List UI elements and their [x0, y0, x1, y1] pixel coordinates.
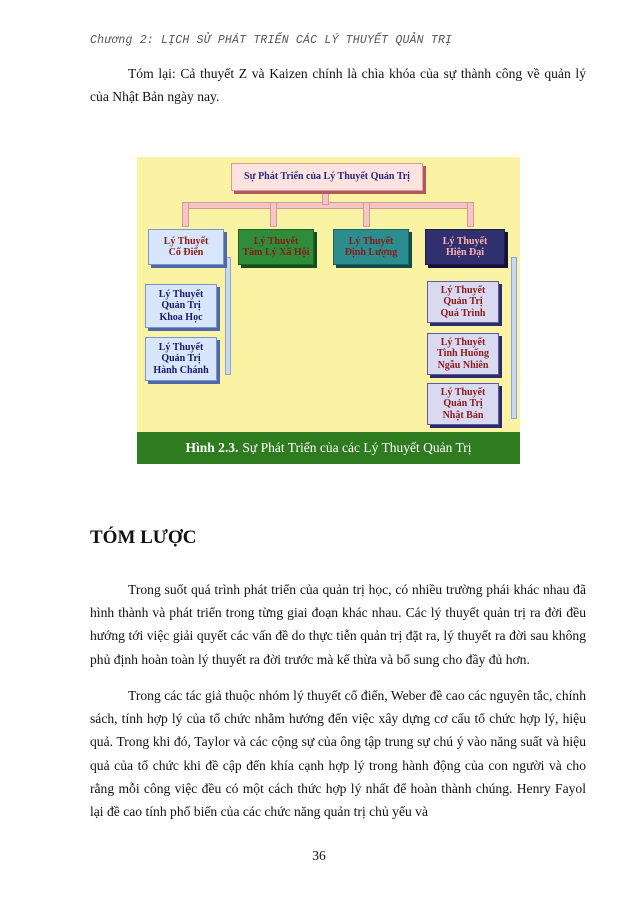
node-line: Quản Trị [161, 300, 201, 312]
node-line: Tâm Lý Xã Hội [242, 247, 310, 258]
node-line: Lý Thuyết [163, 235, 209, 247]
root-label: Sự Phát Triển của Lý Thuyết Quản Trị [244, 171, 410, 183]
node-modern-theory [425, 229, 505, 265]
intro-paragraph: Tóm lại: Cả thuyết Z và Kaizen chính là chìa khóa của sự thành công về quản lý của Nhật Bản ngày nay. [90, 66, 586, 105]
node-classical-theory [148, 229, 224, 265]
node-line: Lý Thuyết [442, 235, 488, 247]
node-japanese-management [427, 383, 499, 425]
node-line: Lý Thuyết [348, 235, 394, 247]
node-line: Ngẫu Nhiên [437, 359, 489, 371]
node-line: Quá Trình [440, 307, 486, 319]
node-line: Quản Trị [161, 353, 201, 365]
node-line: Định Lượng [344, 247, 398, 258]
node-line: Lý Thuyết [253, 235, 299, 247]
summary-paragraph-2: Trong các tác giả thuộc nhóm lý thuyết cổ điển, Weber đề cao các nguyên tắc, chính sách, tính hợp lý của tổ chức nhằm hướng đến việc xây dựng cơ cấu tổ chức hợp lý, hiệu quả. Trong khi đó, Taylor và các cộng sự của ông tập trung sự chú ý vào năng suất và hiệu quả của tổ chức khi đề cập đến khía cạnh hợp lý trong hành động của con người và cho rằng mỗi công việc đều có một cách thức hợp lý nhất để hoàn thành chúng. Henry Fayol lại đề cao tính phổ biến của các chức năng quản trị chủ yếu và [90, 688, 586, 820]
node-scientific-management [145, 284, 217, 328]
node-line: Quản Trị [443, 398, 483, 410]
connector-right-rail [511, 257, 517, 419]
node-line: Lý Thuyết [440, 386, 486, 398]
diagram-root-node [231, 163, 423, 191]
section-title: TÓM LƯỢC [90, 527, 197, 548]
node-line: Quản Trị [443, 296, 483, 308]
node-line: Khoa Học [159, 311, 203, 323]
connector-col4 [467, 202, 474, 227]
node-line: Lý Thuyết [440, 336, 486, 348]
figure-caption [137, 432, 520, 464]
node-line: Hành Chánh [153, 364, 209, 376]
node-administrative-management [145, 337, 217, 381]
node-line: Cổ Điển [168, 247, 204, 258]
chapter-header: Chương 2: LỊCH SỬ PHÁT TRIỂN CÁC LÝ THUYẾT QUẢN TRỊ [90, 34, 453, 47]
page-number: 36 [312, 848, 326, 863]
node-process-management [427, 281, 499, 323]
node-line: Lý Thuyết [440, 284, 486, 296]
node-line: Lý Thuyết [158, 341, 204, 353]
summary-paragraph-1: Trong suốt quá trình phát triển của quản trị học, có nhiều trường phái khác nhau đã hình thành và phát triển trong từng giai đoạn khác nhau. Các lý thuyết quản trị ra đời đều hướng tới việc giải quyết các vấn đề do thực tiễn quản trị đặt ra, lý thuyết ra đời sau không phủ định hoàn toàn lý thuyết ra đời trước mà kế thừa và bổ sung cho đầy đủ hơn. [90, 582, 586, 667]
node-line: Hiện Đại [445, 247, 485, 258]
node-contingency-theory [427, 333, 499, 375]
caption-text: Sự Phát Triển của các Lý Thuyết Quản Trị [242, 440, 472, 455]
connector-col2 [270, 202, 277, 227]
node-line: Nhật Bản [442, 409, 484, 421]
connector-col1 [182, 202, 189, 227]
connector-left-rail [225, 257, 231, 375]
connector-root-drop [322, 191, 329, 205]
caption-label: Hình 2.3. [185, 440, 239, 455]
node-line: Tình Huống [437, 348, 489, 360]
node-quantitative-theory [333, 229, 409, 265]
node-line: Lý Thuyết [158, 288, 204, 300]
theory-development-diagram [137, 157, 520, 433]
connector-col3 [363, 202, 370, 227]
node-social-psychology-theory [238, 229, 314, 265]
